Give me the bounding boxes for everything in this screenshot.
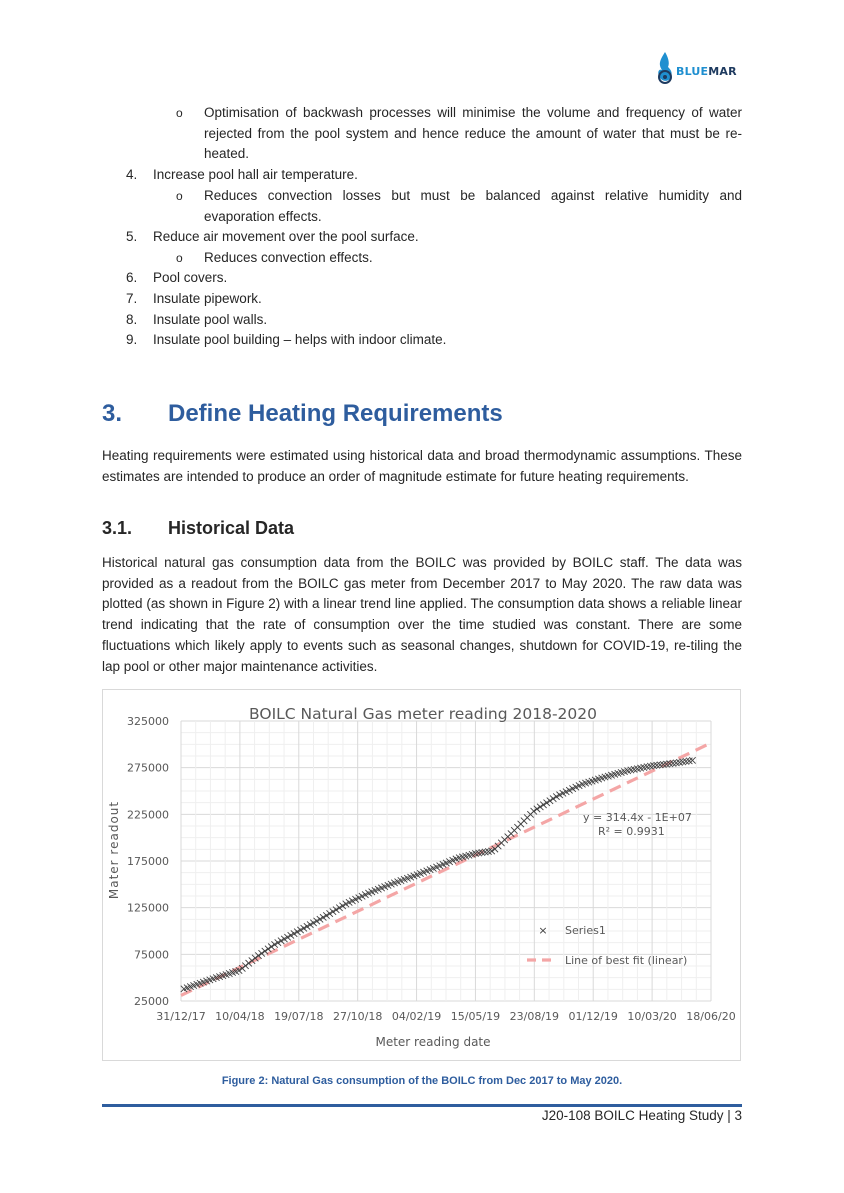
data-point xyxy=(258,950,264,956)
list-subitem xyxy=(176,186,742,227)
footer-rule xyxy=(102,1104,742,1107)
gas-meter-chart xyxy=(103,690,740,1060)
x-tick-label: 27/10/18 xyxy=(332,1010,383,1023)
list-item-text: Insulate pipework. xyxy=(153,291,262,306)
x-tick-label: 10/03/20 xyxy=(627,1010,677,1023)
y-axis-label: Mater readout xyxy=(107,800,121,900)
y-axis-ticks xyxy=(127,715,169,1008)
list-number: 9. xyxy=(126,332,138,347)
subsection-number: 3.1. xyxy=(102,518,133,538)
y-tick-label: 325000 xyxy=(127,715,169,728)
y-tick-label: 175000 xyxy=(127,855,169,868)
chart-frame xyxy=(102,689,741,1061)
data-point xyxy=(262,948,268,954)
trendline-r-squared: R² = 0.9931 xyxy=(598,825,665,838)
list-number: 4. xyxy=(126,167,138,182)
list-item xyxy=(126,227,742,248)
trendline-equation: y = 314.4x - 1E+07 xyxy=(583,811,692,824)
bullet-marker: o xyxy=(176,189,183,203)
page-footer: J20-108 BOILC Heating Study | 3 xyxy=(541,1108,742,1123)
x-tick-label: 01/12/19 xyxy=(568,1010,618,1023)
legend-label: Series1 xyxy=(565,924,606,937)
list-item-text: Insulate pool building – helps with indoor climate. xyxy=(153,332,447,347)
x-tick-label: 18/06/20 xyxy=(686,1010,736,1023)
x-tick-label: 19/07/18 xyxy=(274,1010,324,1023)
list-item xyxy=(126,165,742,186)
data-point xyxy=(531,808,537,814)
list-number: 6. xyxy=(126,270,138,285)
data-point xyxy=(330,908,336,914)
bluemar-logo xyxy=(654,50,744,86)
list-item xyxy=(126,310,742,331)
data-point xyxy=(537,804,543,810)
list-subitem xyxy=(176,248,742,269)
subsection-heading xyxy=(102,518,294,539)
x-tick-label: 04/02/19 xyxy=(391,1010,442,1023)
list-number: 5. xyxy=(126,229,138,244)
list-subitem-text: Reduces convection effects. xyxy=(204,250,373,265)
data-point xyxy=(550,795,556,801)
section-title: Define Heating Requirements xyxy=(168,400,503,427)
x-axis-ticks xyxy=(156,1010,735,1023)
y-tick-label: 275000 xyxy=(127,761,169,775)
subsection-title: Historical Data xyxy=(168,518,295,538)
bullet-marker: o xyxy=(176,251,183,265)
list-subitem-text: Optimisation of backwash processes will minimise the volume and frequency of water rejected from the pool system and hence reduce the amount of water that must be re-heated. xyxy=(204,105,742,162)
x-tick-label: 23/08/19 xyxy=(509,1010,560,1023)
list-item xyxy=(126,268,742,289)
section-number: 3. xyxy=(102,400,123,427)
chart-title: BOILC Natural Gas meter reading 2018-2020 xyxy=(249,705,597,723)
logo-wordmark: BLUEMAR xyxy=(676,65,737,78)
list-item xyxy=(126,330,742,351)
list-item-text: Reduce air movement over the pool surface. xyxy=(153,229,419,244)
y-tick-label: 125000 xyxy=(127,901,169,915)
list-subitem-text: Reduces convection losses but must be balanced against relative humidity and evaporation effects. xyxy=(204,188,742,224)
data-point xyxy=(326,910,332,916)
flame-icon xyxy=(654,50,676,86)
x-tick-label: 31/12/17 xyxy=(156,1010,206,1023)
section-paragraph: Heating requirements were estimated using historical data and broad thermodynamic assumptions. These estimates are intended to produce an order of magnitude estimate for future heating requirements. xyxy=(102,448,742,484)
list-subitem xyxy=(176,103,742,165)
list-item-text: Insulate pool walls. xyxy=(153,312,268,327)
bullet-marker: o xyxy=(176,106,183,120)
data-point xyxy=(265,946,271,952)
list-item-text: Pool covers. xyxy=(153,270,228,285)
legend-marker: × xyxy=(538,924,548,937)
section-heading xyxy=(102,400,503,428)
x-tick-label: 10/04/18 xyxy=(215,1010,265,1023)
list-item xyxy=(126,289,742,310)
x-tick-label: 15/05/19 xyxy=(450,1010,501,1023)
figure-caption: Figure 2: Natural Gas consumption of the BOILC from Dec 2017 to May 2020. xyxy=(221,1075,623,1087)
subsection-paragraph: Historical natural gas consumption data from the BOILC was provided by BOILC staff. The data was provided as a readout from the BOILC gas meter from December 2017 to May 2020. The raw data was plotted (as shown in Figure 2) with a linear trend line applied. The consumption data shows a reliable linear trend indicating that the rate of consumption over the time studied was constant. There are some fluctuations which likely apply to events such as seasonal changes, shutdown for COVID-19, re-tiling the lap pool or other major maintenance activities. xyxy=(102,555,742,674)
list-item-text: Increase pool hall air temperature. xyxy=(153,167,358,182)
y-tick-label: 75000 xyxy=(134,948,169,962)
chart-legend xyxy=(527,924,687,967)
list-number: 8. xyxy=(126,312,138,327)
x-axis-label: Meter reading date xyxy=(375,1035,491,1049)
legend-label: Line of best fit (linear) xyxy=(565,954,688,967)
y-tick-label: 25000 xyxy=(134,995,169,1008)
y-tick-label: 225000 xyxy=(127,808,169,822)
list-number: 7. xyxy=(126,291,138,306)
